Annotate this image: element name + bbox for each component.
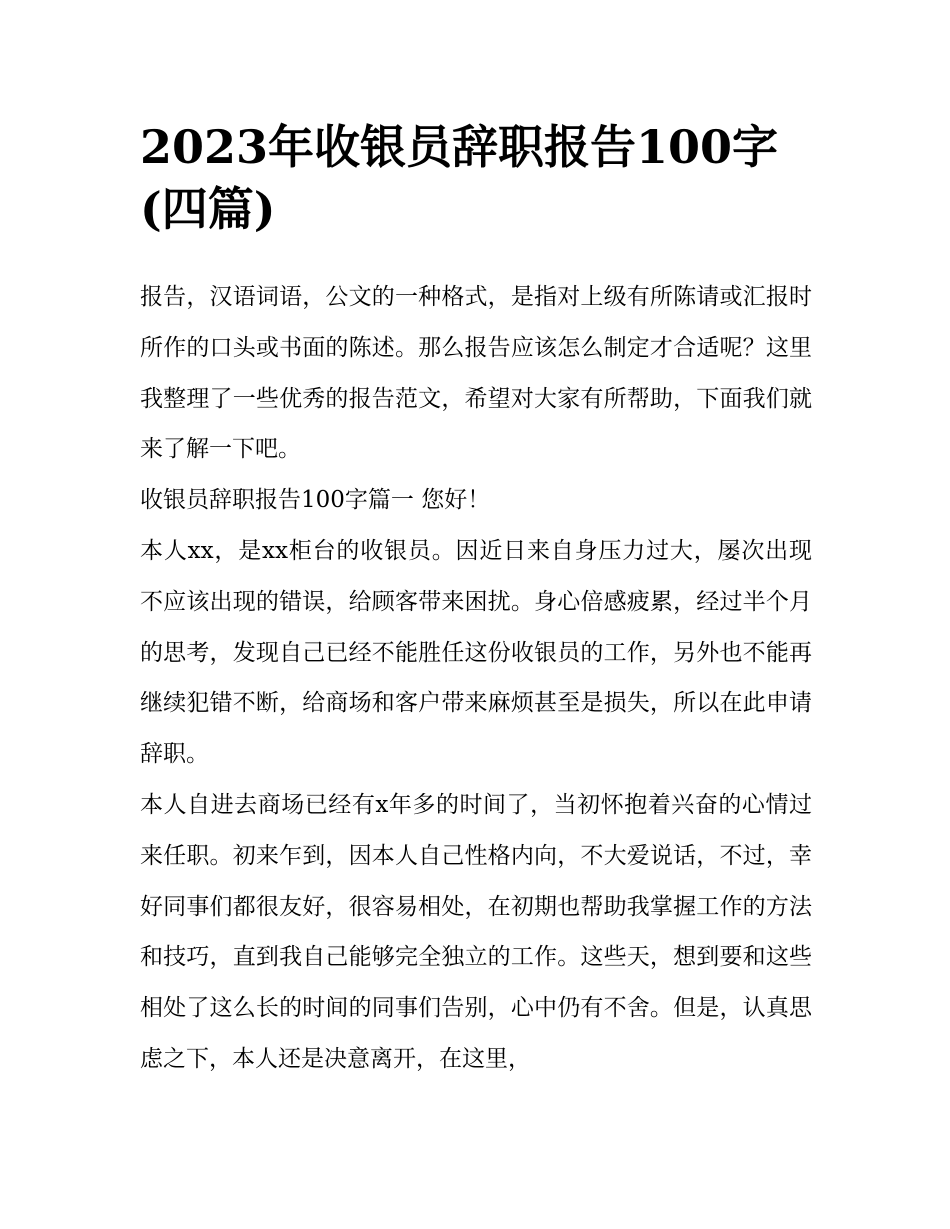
body-paragraph-2: 本人自进去商场已经有x年多的时间了，当初怀抱着兴奋的心情过来任职。初来乍到，因本人自己性格内向，不大爱说话，不过，幸好同事们都很友好，很容易相处，在初期也帮助我掌握工作的方法和技巧，直到我自己能够完全独立的工作。这些天，想到要和这些相处了这么长的时间的同事们告别，心中仍有不舍。但是，认真思虑之下，本人还是决意离开，在这里，	[140, 791, 812, 1072]
document-content	[140, 116, 812, 1085]
document-title: 2023年收银员辞职报告100字(四篇)	[140, 120, 779, 236]
section-heading-paragraph: 收银员辞职报告100字篇一 您好！	[140, 487, 491, 514]
intro-paragraph: 报告，汉语词语，公文的一种格式，是指对上级有所陈请或汇报时所作的口头或书面的陈述。那么报告应该怎么制定才合适呢？这里我整理了一些优秀的报告范文，希望对大家有所帮助，下面我们就来了解一下吧。	[140, 284, 812, 463]
body-paragraph-1: 本人xx，是xx柜台的收银员。因近日来自身压力过大，屡次出现不应该出现的错误，给顾客带来困扰。身心倍感疲累，经过半个月的思考，发现自己已经不能胜任这份收银员的工作，另外也不能再继续犯错不断，给商场和客户带来麻烦甚至是损失，所以在此申请辞职。	[140, 537, 812, 768]
document-body	[140, 272, 812, 1085]
